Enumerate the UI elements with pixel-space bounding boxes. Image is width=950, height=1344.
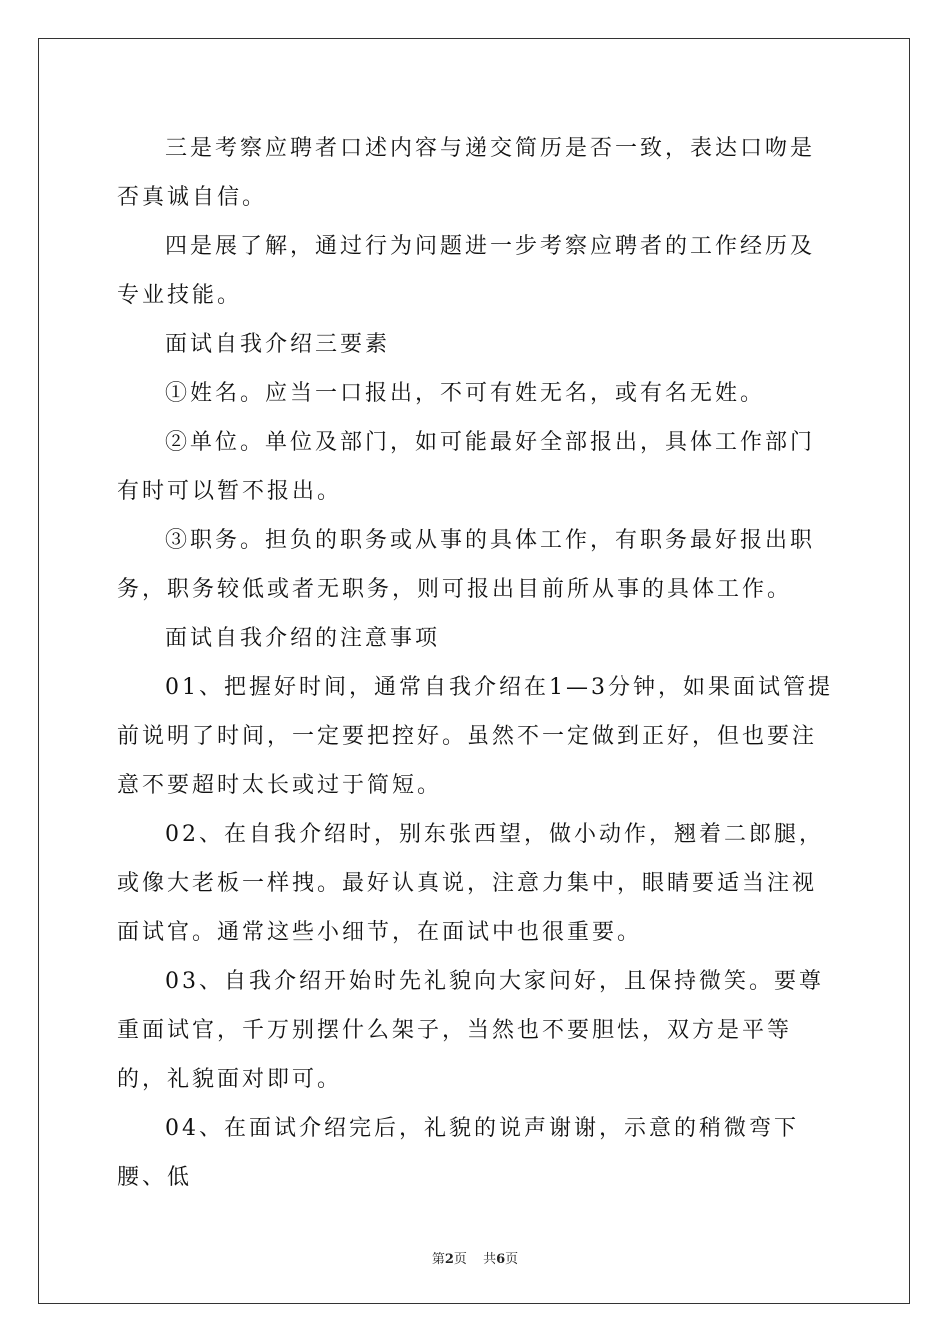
total-indicator — [483, 1252, 518, 1267]
page-indicator — [432, 1252, 467, 1267]
document-body — [117, 124, 833, 1202]
paragraph: 03、自我介绍开始时先礼貌向大家问好，且保持微笑。要尊重面试官，千万别摆什么架子，当然也不要胆怯，双方是平等的，礼貌面对即可。 — [117, 969, 824, 1092]
total-prefix: 共 — [483, 1252, 497, 1267]
paragraph: 02、在自我介绍时，别东张西望，做小动作，翘着二郎腿，或像大老板一样拽。最好认真说，注意力集中，眼睛要适当注视面试官。通常这些小细节，在面试中也很重要。 — [117, 822, 824, 945]
section-heading: 面试自我介绍的注意事项 — [165, 626, 441, 651]
total-pages: 6 — [496, 1252, 506, 1267]
paragraph: ①姓名。应当一口报出，不可有姓无名，或有名无姓。 — [165, 381, 766, 406]
paragraph: ③职务。担负的职务或从事的具体工作，有职务最好报出职务，职务较低或者无职务，则可报出目前所从事的具体工作。 — [117, 528, 816, 602]
section-heading: 面试自我介绍三要素 — [165, 332, 391, 357]
page-number: 2 — [444, 1252, 454, 1267]
paragraph: 04、在面试介绍完后，礼貌的说声谢谢，示意的稍微弯下腰、低 — [117, 1116, 799, 1190]
page-prefix: 第 — [431, 1252, 445, 1267]
page-suffix: 页 — [453, 1252, 467, 1267]
paragraph: ②单位。单位及部门，如可能最好全部报出，具体工作部门有时可以暂不报出。 — [117, 430, 816, 504]
total-suffix: 页 — [505, 1252, 519, 1267]
paragraph: 四是展了解，通过行为问题进一步考察应聘者的工作经历及专业技能。 — [117, 234, 816, 308]
page-footer — [0, 1248, 950, 1267]
paragraph: 01、把握好时间，通常自我介绍在1—3分钟，如果面试管提前说明了时间，一定要把控好。虽然不一定做到正好，但也要注意不要超时太长或过于简短。 — [117, 675, 833, 798]
paragraph: 三是考察应聘者口述内容与递交简历是否一致，表达口吻是否真诚自信。 — [117, 136, 816, 210]
